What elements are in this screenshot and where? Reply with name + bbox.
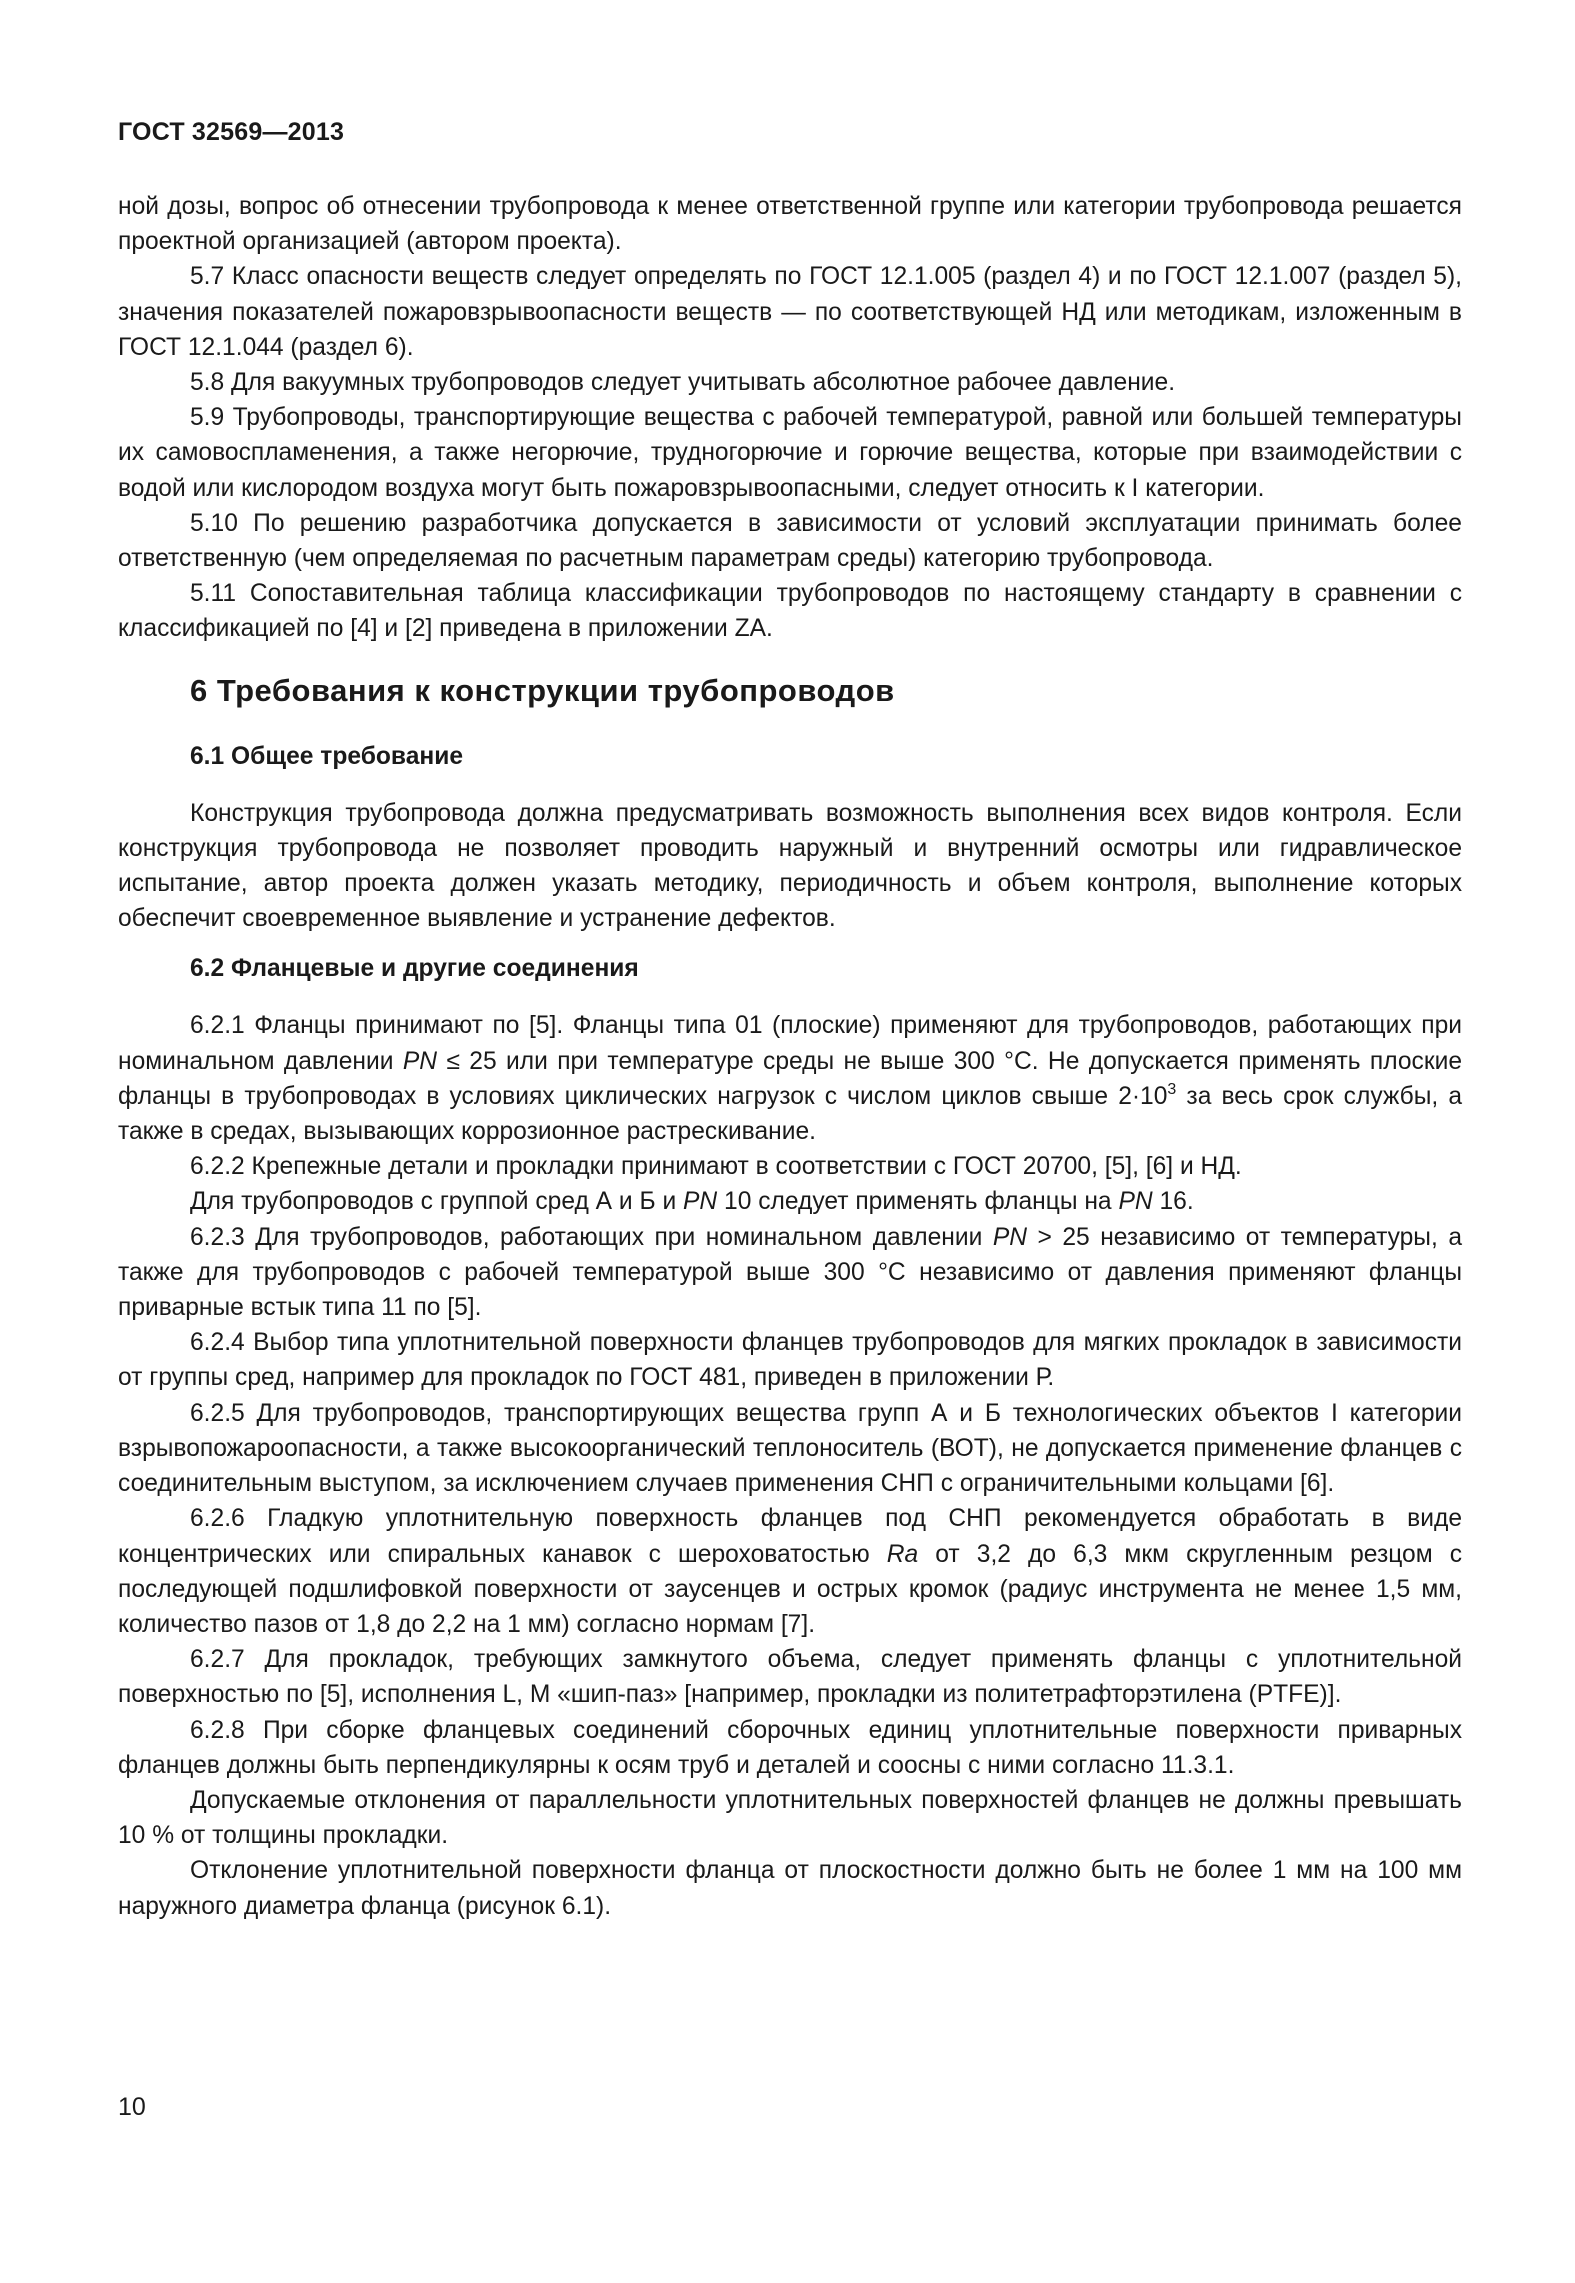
paragraph-5-6-continuation: ной дозы, вопрос об отнесении трубопровода к менее ответственной группе или категории трубопровода решается проектной организацией (автором проекта). <box>118 193 1462 256</box>
paragraph-5-10: 5.10 По решению разработчика допускается в зависимости от условий эксплуатации принимать более ответственную (чем определяемая по расчетным параметрам среды) категорию трубопровода. <box>118 509 1462 573</box>
paragraph-5-11: 5.11 Сопоставительная таблица классификации трубопроводов по настоящему стандарту в сравнении с классификацией по [4] и [2] приведена в приложении ZA. <box>118 580 1462 643</box>
section-6-heading: 6 Требования к конструкции трубопроводов <box>190 672 895 708</box>
pn-symbol: PN <box>683 1188 718 1216</box>
subsection-6-2-heading: 6.2 Фланцевые и другие соединения <box>190 955 639 983</box>
document-code-header: ГОСТ 32569—2013 <box>118 118 345 146</box>
paragraph-6-2-8-tolerance: Допускаемые отклонения от параллельности уплотнительных поверхностей фланцев не должны превышать 10 % от толщины прокладки. <box>118 1786 1462 1850</box>
text-run: ≤ 25 или при температуре среды не выше 300 °С. Не допускается применять плоские фланцы в трубопроводах в условиях циклических нагрузок с числом циклов свыше 2·10 <box>118 1047 1462 1110</box>
paragraph-6-2-4: 6.2.4 Выбор типа уплотнительной поверхности фланцев трубопроводов для мягких прокладок в зависимости от группы сред, например для прокладок по ГОСТ 481, приведен в приложении Р. <box>118 1329 1462 1392</box>
text-run: 16. <box>1152 1188 1194 1216</box>
subsection-6-1-heading: 6.1 Общее требование <box>190 742 464 770</box>
paragraph-6-2-6 <box>118 1501 1462 1642</box>
paragraph-6-2-5: 6.2.5 Для трубопроводов, транспортирующих вещества групп А и Б технологических объектов I категории взрывопожароопасности, а также высокоорганический теплоноситель (ВОТ), не допускается применение фланцев с соединительным выступом, за исключением случаев применения СНП с ограничительными кольцами [6]. <box>118 1399 1462 1498</box>
paragraph-5-7: 5.7 Класс опасности веществ следует определять по ГОСТ 12.1.005 (раздел 4) и по ГОСТ 12.1.007 (раздел 5), значения показателей пожаровзрывоопасности веществ — по соответствующей НД или методикам, изложенным в ГОСТ 12.1.044 (раздел 6). <box>118 263 1462 361</box>
paragraph-6-2-7: 6.2.7 Для прокладок, требующих замкнутого объема, следует применять фланцы с уплотнительной поверхностью по [5], исполнения L, M «шип-паз» [например, прокладки из политетрафторэтилена (PTFE)]. <box>118 1646 1462 1709</box>
paragraph-6-2-2: 6.2.2 Крепежные детали и прокладки принимают в соответствии с ГОСТ 20700, [5], [6] и НД. <box>190 1153 1242 1181</box>
ra-symbol: Ra <box>886 1540 919 1568</box>
page-number: 10 <box>118 2093 146 2121</box>
text-run: от 3,2 до 6,3 мкм скругленным резцом с последующей подшлифовкой поверхности от заусенцев и острых кромок (радиус инструмента не менее 1,5 мм, количество пазов от 1,8 до 2,2 на 1 мм) согласно нормам [7]. <box>118 1540 1462 1638</box>
paragraph-6-1: Конструкция трубопровода должна предусматривать возможность выполнения всех видов контроля. Если конструкция трубопровода не позволяет проводить наружный и внутренний осмотры или гидравлическое испытание, автор проекта должен указать методику, периодичность и объем контроля, выполнение которых обеспечит своевременное выявление и устранение дефектов. <box>118 799 1462 933</box>
pn-symbol: PN <box>1118 1188 1153 1216</box>
pn-symbol: PN <box>402 1047 438 1075</box>
text-run: > 25 независимо от температуры, а также для трубопроводов с рабочей температурой выше 300 °С независимо от давления применяют фланцы приварные встык типа 11 по [5]. <box>118 1223 1462 1322</box>
paragraph-6-2-2-note <box>118 1184 1462 1219</box>
text-run: 10 следует применять фланцы на <box>717 1188 1119 1216</box>
paragraph-6-2-1 <box>118 1008 1462 1149</box>
pn-symbol: PN <box>992 1223 1027 1251</box>
exponent: 3 <box>1167 1080 1177 1098</box>
paragraph-5-8: 5.8 Для вакуумных трубопроводов следует учитывать абсолютное рабочее давление. <box>190 369 1176 397</box>
paragraph-6-2-3 <box>118 1220 1462 1326</box>
text-run: 6.2.6 Гладкую уплотнительную поверхность фланцев под СНП рекомендуется обработать в виде концентрических или спиральных канавок с шероховатостью <box>118 1505 1462 1568</box>
document-page <box>118 118 1462 1924</box>
text-run: 6.2.3 Для трубопроводов, работающих при номинальном давлении <box>190 1223 993 1251</box>
paragraph-6-2-8-flatness: Отклонение уплотнительной поверхности фланца от плоскостности должно быть не более 1 мм на 100 мм наружного диаметра фланца (рисунок 6.1). <box>118 1857 1462 1920</box>
text-run: Для трубопроводов с группой сред А и Б и <box>190 1188 684 1216</box>
text-run: 6.2.1 Фланцы принимают по [5]. Фланцы типа 01 (плоские) применяют для трубопроводов, работающих при номинальном давлении <box>118 1012 1462 1075</box>
text-run: за весь срок службы, а также в средах, вызывающих коррозионное растрескивание. <box>118 1082 1462 1146</box>
paragraph-6-2-8: 6.2.8 При сборке фланцевых соединений сборочных единиц уплотнительные поверхности приварных фланцев должны быть перпендикулярны к осям труб и деталей и соосны с ними согласно 11.3.1. <box>118 1716 1462 1779</box>
paragraph-5-9: 5.9 Трубопроводы, транспортирующие вещества с рабочей температурой, равной или большей температуры их самовоспламенения, а также негорючие, трудногорючие и горючие вещества, которые при взаимодействии с водой или кислородом воздуха могут быть пожаровзрывоопасными, следует относить к I категории. <box>118 404 1462 502</box>
